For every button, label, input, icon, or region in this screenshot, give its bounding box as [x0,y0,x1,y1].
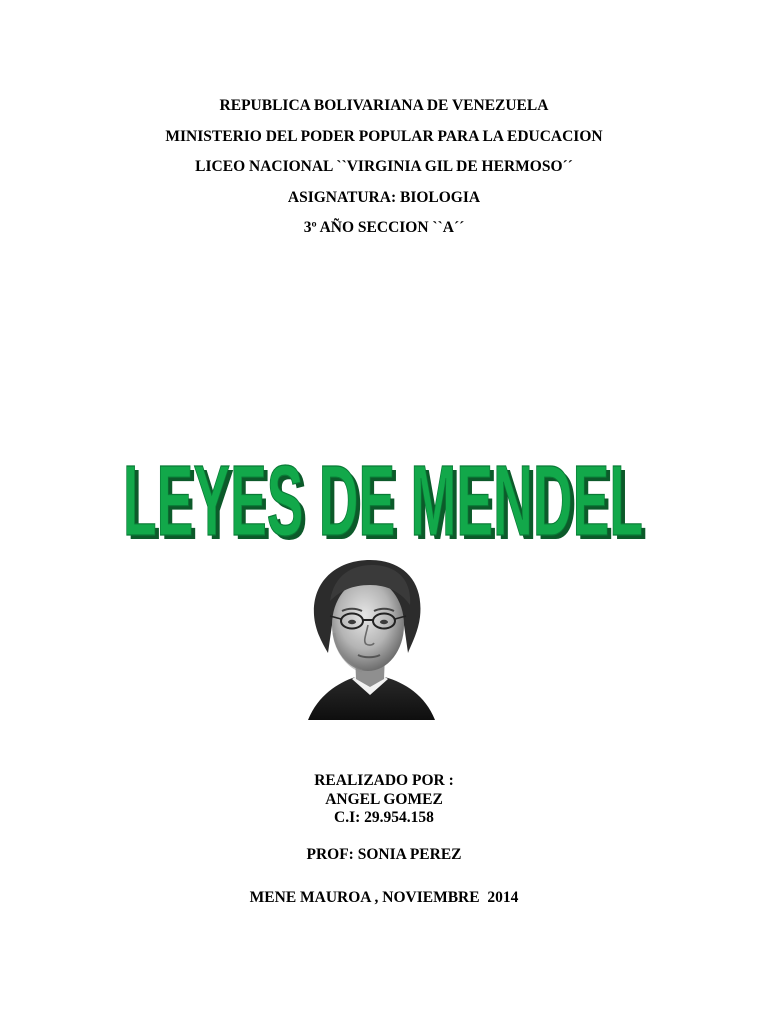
credits-place-date: MENE MAUROA , NOVIEMBRE 2014 [249,889,519,906]
credits-made-by-label: REALIZADO POR : [314,772,454,789]
header-ministry: MINISTERIO DEL PODER POPULAR PARA LA EDUCACION [165,127,603,145]
credits-author-id: C.I: 29.954.158 [334,809,434,826]
credits-author-name: ANGEL GOMEZ [325,790,443,808]
title-text: LEYES DE MENDEL [123,445,643,557]
header-school: LICEO NACIONAL ``VIRGINIA GIL DE HERMOSO´´ [195,158,573,175]
header-grade-section: 3º AÑO SECCION ``A´´ [303,219,465,236]
credits-professor: PROF: SONIA PEREZ [306,846,462,863]
document-header [0,91,768,244]
header-republic: REPUBLICA BOLIVARIANA DE VENEZUELA [219,97,549,114]
mendel-portrait-icon [300,555,440,720]
header-subject: ASIGNATURA: BIOLOGIA [287,188,481,206]
credits-block [0,772,768,828]
document-title [0,418,768,558]
title-shadow: LEYES DE MENDEL [127,449,647,558]
